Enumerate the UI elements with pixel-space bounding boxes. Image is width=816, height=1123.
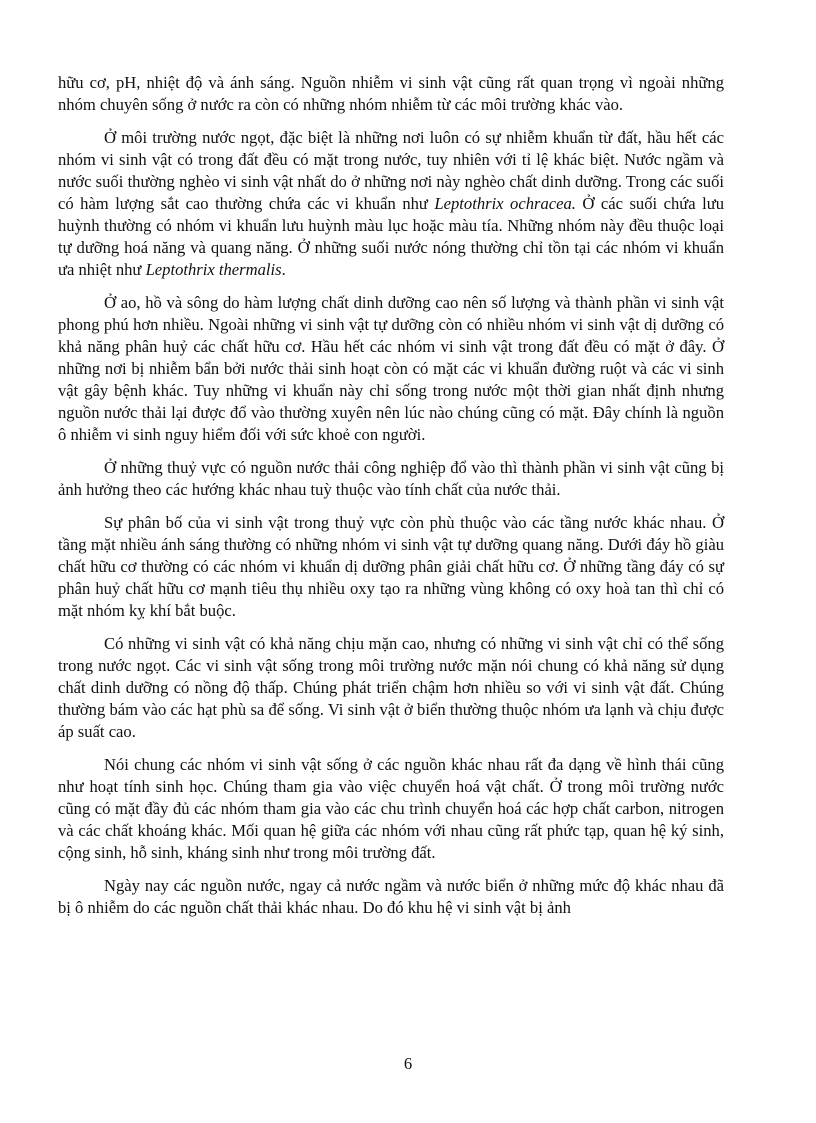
page-number: 6 xyxy=(403,1054,413,1073)
text-run: hữu cơ, pH, nhiệt độ và ánh sáng. Nguồn nhiễm vi sinh vật cũng rất quan trọng vì ngoài những nhóm chuyên sống ở nước ra còn có những nhóm nhiễm từ các môi trường khác vào. xyxy=(58,73,724,114)
paragraph xyxy=(58,457,724,501)
paragraph xyxy=(58,72,724,116)
text-run: Ở môi trường nước ngọt, đặc biệt là những nơi luôn có sự nhiễm khuẩn từ đất, hầu hết các nhóm vi sinh vật có trong đất đều có mặt trong nước, tuy nhiên với tỉ lệ khác biệt. Nước ngầm và nước suối thường nghèo vi sinh vật nhất do ở những nơi này nghèo chất dinh dưỡng. Trong các suối có hàm lượng sắt cao thường chứa các vi khuẩn như xyxy=(58,128,724,213)
text-run: Ở ao, hồ và sông do hàm lượng chất dinh dưỡng cao nên số lượng và thành phần vi sinh vật phong phú hơn nhiều. Ngoài những vi sinh vật tự dưỡng còn có nhiều nhóm vi sinh vật dị dưỡng có khả năng phân huỷ các chất hữu cơ. Hầu hết các nhóm vi sinh vật trong đất đều có mặt ở đây. Ở những nơi bị nhiễm bẩn bởi nước thải sinh hoạt còn có mặt các vi khuẩn đường ruột và các vi sinh vật gây bệnh khác. Tuy những vi khuẩn này chỉ sống trong nước một thời gian nhất định nhưng nguồn nước thải lại được đổ vào thường xuyên nên lúc nào chúng cũng có mặt. Đây chính là nguồn ô nhiễm vi sinh nguy hiểm đối với sức khoẻ con người. xyxy=(58,293,724,444)
species-name: Leptothrix thermalis xyxy=(145,260,282,279)
text-run: Có những vi sinh vật có khả năng chịu mặn cao, nhưng có những vi sinh vật chỉ có thể sống trong nước ngọt. Các vi sinh vật sống trong môi trường nước mặn nói chung có khả năng sử dụng chất dinh dưỡng có nồng độ thấp. Chúng phát triển chậm hơn nhiều so với vi sinh vật đất. Chúng thường bám vào các hạt phù sa để sống. Vi sinh vật ở biển thường thuộc nhóm ưa lạnh và chịu được áp suất cao. xyxy=(58,634,724,741)
paragraph xyxy=(58,127,724,281)
paragraph xyxy=(58,875,724,919)
text-run: Ở những thuỷ vực có nguồn nước thải công nghiệp đổ vào thì thành phần vi sinh vật cũng bị ảnh hưởng theo các hướng khác nhau tuỳ thuộc vào tính chất của nước thải. xyxy=(58,458,724,499)
paragraph xyxy=(58,292,724,446)
paragraph xyxy=(58,754,724,864)
paragraph xyxy=(58,512,724,622)
paragraph xyxy=(58,633,724,743)
species-name: Leptothrix ochracea. xyxy=(434,194,576,213)
body-text xyxy=(58,72,724,919)
text-run: Ở các suối chứa lưu huỳnh thường có nhóm vi khuẩn lưu huỳnh màu lục hoặc màu tía. Những nhóm này đều thuộc loại tự dưỡng hoá năng và quang năng. Ở những suối nước nóng thường chỉ tồn tại các nhóm vi khuẩn ưa nhiệt như xyxy=(58,194,724,279)
text-run: . xyxy=(281,260,286,279)
text-run: Sự phân bố của vi sinh vật trong thuỷ vực còn phù thuộc vào các tầng nước khác nhau. Ở tầng mặt nhiều ánh sáng thường có những nhóm vi sinh vật tự dưỡng quang năng. Dưới đáy hồ giàu chất hữu cơ thường có các nhóm vi khuẩn dị dưỡng phân giải chất hữu cơ. Ở những tầng đáy có sự phân huỷ chất hữu cơ mạnh tiêu thụ nhiều oxy tạo ra những vùng không có oxy hoà tan thì chỉ có mặt nhóm kỵ khí bắt buộc. xyxy=(58,513,724,620)
text-run: Ngày nay các nguồn nước, ngay cả nước ngầm và nước biển ở những mức độ khác nhau đã bị ô nhiễm do các nguồn chất thải khác nhau. Do đó khu hệ vi sinh vật bị ảnh xyxy=(58,876,724,917)
text-run: Nói chung các nhóm vi sinh vật sống ở các nguồn khác nhau rất đa dạng về hình thái cũng như hoạt tính sinh học. Chúng tham gia vào việc chuyển hoá vật chất. Ở trong môi trường nước cũng có mặt đầy đủ các nhóm tham gia vào các chu trình chuyển hoá các hợp chất carbon, nitrogen và các chất khoáng khác. Mối quan hệ giữa các nhóm với nhau cũng rất phức tạp, quan hệ ký sinh, cộng sinh, hỗ sinh, kháng sinh như trong môi trường đất. xyxy=(58,755,724,862)
